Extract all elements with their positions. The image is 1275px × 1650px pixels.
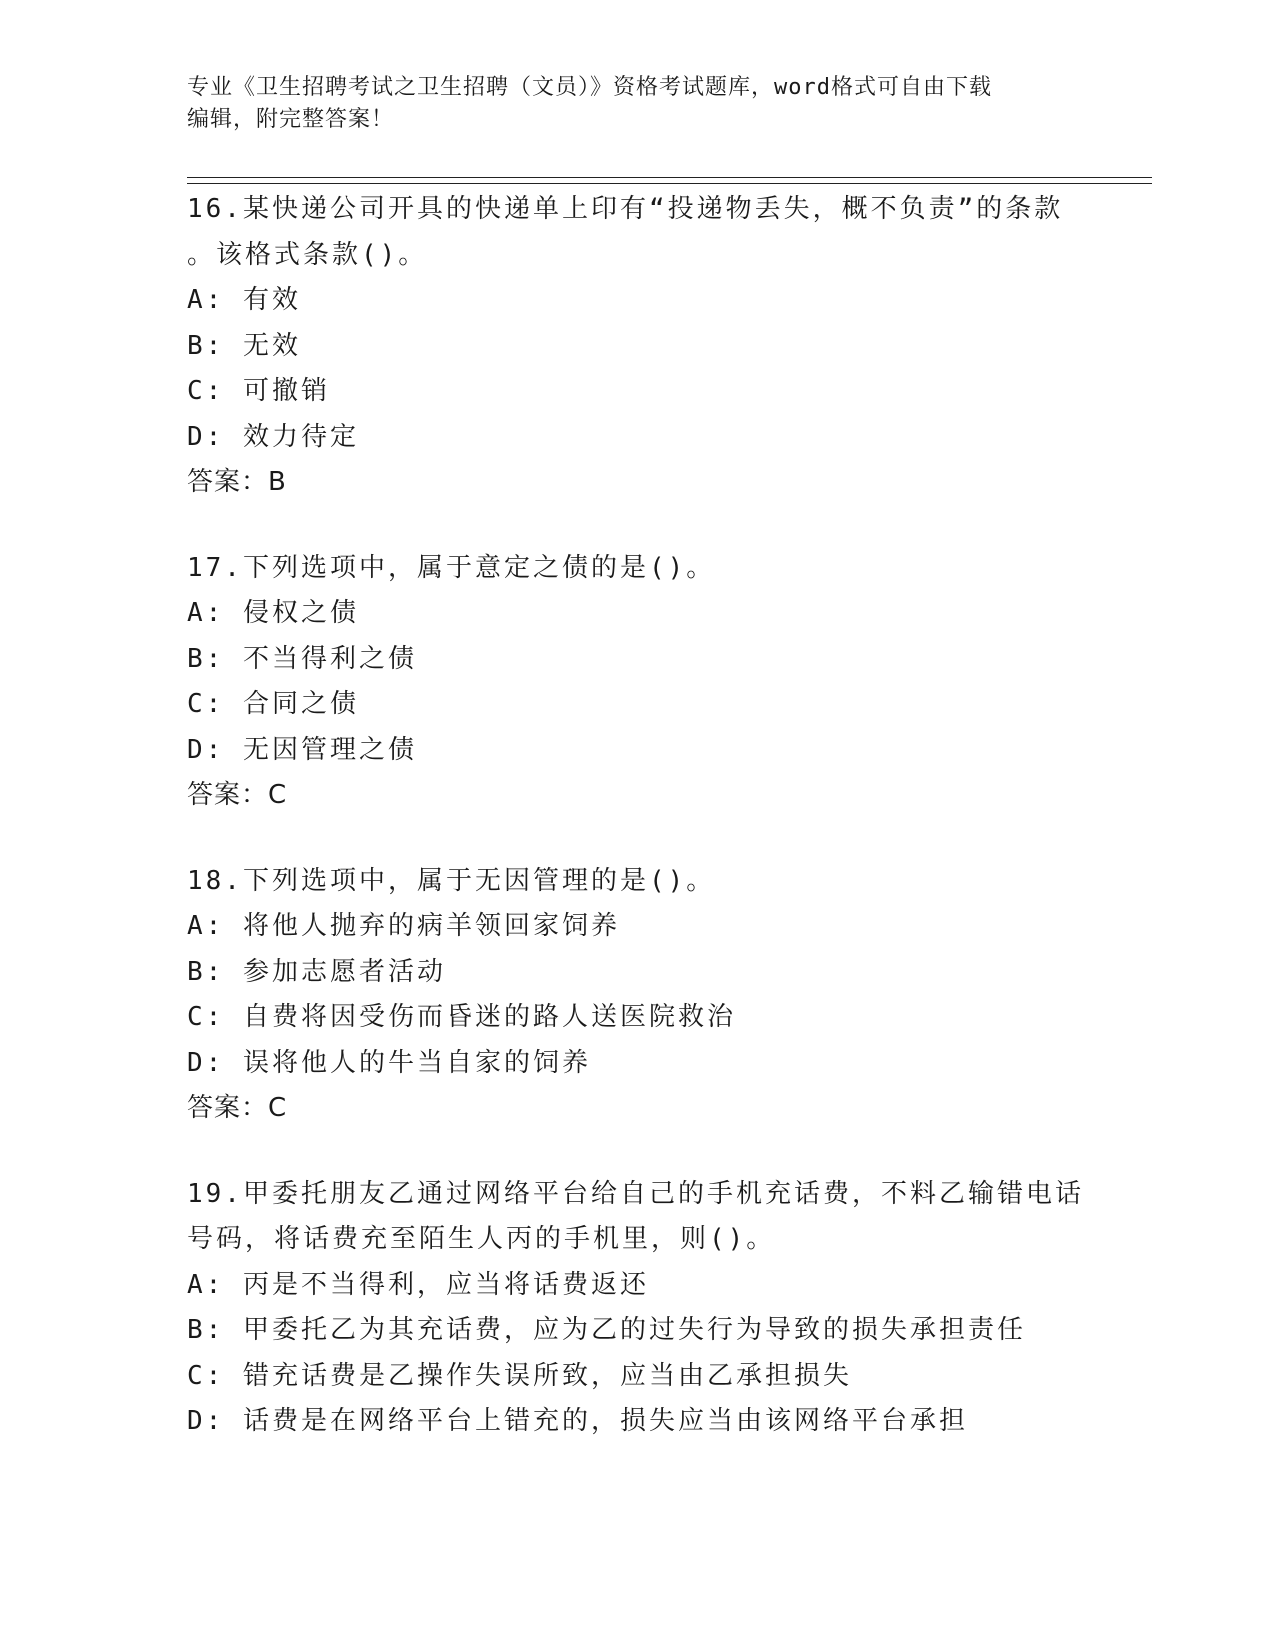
answer-text: 答案：C — [187, 1093, 288, 1123]
option-c: C: 合同之债 — [187, 689, 359, 719]
answer-text: 答案：B — [187, 467, 287, 497]
option-a: A: 有效 — [187, 285, 301, 315]
header-line-1: 专业《卫生招聘考试之卫生招聘（文员）》资格考试题库，word格式可自由下载 — [187, 75, 992, 100]
option-b: B: 甲委托乙为其充话费，应为乙的过失行为导致的损失承担责任 — [187, 1315, 1026, 1345]
question-17 — [187, 546, 1087, 819]
stem-line: 。该格式条款()。 — [187, 239, 428, 270]
question-stem — [187, 187, 1087, 278]
option-d: D: 话费是在网络平台上错充的，损失应当由该网络平台承担 — [187, 1406, 968, 1436]
option-b: B: 无效 — [187, 330, 301, 361]
option-b: B: 不当得利之债 — [187, 643, 417, 674]
option-d: D: 无因管理之债 — [187, 734, 417, 765]
question-stem — [187, 1172, 1087, 1263]
answer-text: 答案：C — [187, 780, 288, 810]
header-divider-top — [187, 177, 1152, 178]
option-c: C: 错充话费是乙操作失误所致，应当由乙承担损失 — [187, 1360, 852, 1391]
question-19 — [187, 1172, 1087, 1445]
stem-line: 17.下列选项中，属于意定之债的是()。 — [187, 552, 716, 583]
option-b: B: 参加志愿者活动 — [187, 956, 446, 987]
question-list — [187, 187, 1087, 1485]
option-c: C: 自费将因受伤而昏迷的路人送医院救治 — [187, 1002, 736, 1032]
stem-line: 16.某快递公司开具的快递单上印有“投递物丢失，概不负责”的条款 — [187, 194, 1064, 224]
header-line-2: 编辑，附完整答案！ — [187, 107, 395, 132]
option-a: A: 丙是不当得利，应当将话费返还 — [187, 1269, 649, 1300]
option-d: D: 误将他人的牛当自家的饲养 — [187, 1047, 591, 1078]
question-stem — [187, 859, 1087, 905]
stem-line: 18.下列选项中，属于无因管理的是()。 — [187, 865, 716, 896]
document-header — [187, 72, 1087, 136]
stem-line: 19.甲委托朋友乙通过网络平台给自己的手机充话费，不料乙输错电话 — [187, 1178, 1084, 1209]
stem-line: 号码，将话费充至陌生人丙的手机里，则()。 — [187, 1224, 776, 1254]
option-c: C: 可撤销 — [187, 376, 330, 406]
question-stem — [187, 546, 1087, 592]
question-18 — [187, 859, 1087, 1132]
option-d: D: 效力待定 — [187, 421, 359, 452]
header-divider-bottom — [187, 183, 1152, 184]
option-a: A: 将他人抛弃的病羊领回家饲养 — [187, 911, 620, 941]
question-16 — [187, 187, 1087, 506]
option-a: A: 侵权之债 — [187, 598, 359, 628]
